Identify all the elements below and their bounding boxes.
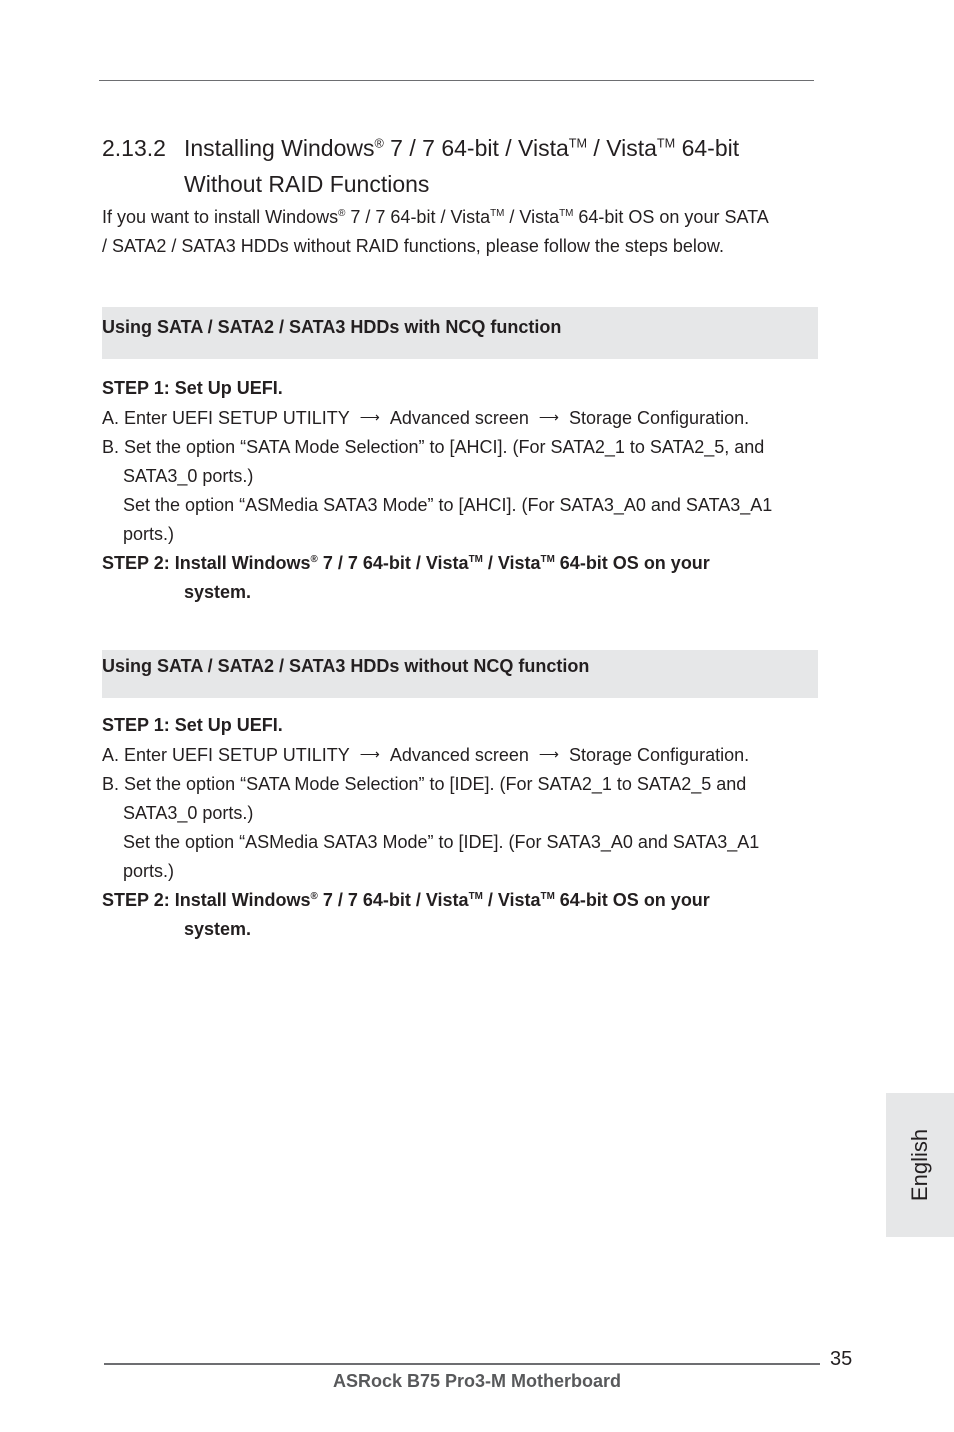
bottom-rule xyxy=(104,1363,820,1365)
heading-line-2: Without RAID Functions xyxy=(184,171,430,197)
footer-title: ASRock B75 Pro3-M Motherboard xyxy=(332,1371,622,1391)
step-a: A. Enter UEFI SETUP UTILITY ⟶ Advanced screen ⟶ Storage Configuration. xyxy=(102,740,759,770)
section-number: 2.13.2 xyxy=(102,135,166,161)
arrow-right-icon: ⟶ xyxy=(538,409,559,425)
language-label: English xyxy=(907,1128,932,1202)
ncq-steps: STEP 1: Set Up UEFI. A. Enter UEFI SETUP UTILITY ⟶ Advanced screen ⟶ Storage Configuration. B. Set the option “SATA Mode Selection” to [AHCI]. (For SATA2_1 to SATA2_5, and SATA3_0 ports.) Set the option “ASMedia SATA3 Mode” to [AHCI]. (For SATA3_A0 and SATA3_A1 ports.) STEP 2: Install Windows® 7 / 7 64-bit / Vista™ / Vista™ 64-bit OS on your system. xyxy=(102,374,772,607)
ncq-section-bar xyxy=(102,307,818,359)
step-b: B. Set the option “SATA Mode Selection” to [AHCI]. (For SATA2_1 to SATA2_5, and xyxy=(102,437,765,457)
step2-title: STEP 2: Install Windows® 7 / 7 64-bit / Vista™ / Vista™ 64-bit OS on your xyxy=(102,553,710,573)
step2-title: STEP 2: Install Windows® 7 / 7 64-bit / Vista™ / Vista™ 64-bit OS on your xyxy=(102,890,710,910)
step-b: B. Set the option “SATA Mode Selection” to [IDE]. (For SATA2_1 to SATA2_5 and xyxy=(102,774,747,794)
language-side-tab xyxy=(886,1093,954,1237)
no-ncq-section-bar xyxy=(102,650,818,698)
no-ncq-section-title: Using SATA / SATA2 / SATA3 HDDs without NCQ function xyxy=(102,656,590,676)
step1-title: STEP 1: Set Up UEFI. xyxy=(102,715,283,735)
step-a: A. Enter UEFI SETUP UTILITY ⟶ Advanced screen ⟶ Storage Configuration. xyxy=(102,403,772,433)
intro-paragraph: If you want to install Windows® 7 / 7 64-bit / Vista™ / Vista™ 64-bit OS on your SATA / SATA2 / SATA3 HDDs without RAID functions, please follow the steps below. xyxy=(102,207,769,256)
ncq-section-title: Using SATA / SATA2 / SATA3 HDDs with NCQ function xyxy=(102,317,562,337)
arrow-right-icon: ⟶ xyxy=(359,746,380,762)
arrow-right-icon: ⟶ xyxy=(359,409,380,425)
no-ncq-steps: STEP 1: Set Up UEFI. A. Enter UEFI SETUP UTILITY ⟶ Advanced screen ⟶ Storage Configuration. B. Set the option “SATA Mode Selection” to [IDE]. (For SATA2_1 to SATA2_5 and SATA3_0 ports.) Set the option “ASMedia SATA3 Mode” to [IDE]. (For SATA3_A0 and SATA3_A1 ports.) STEP 2: Install Windows® 7 / 7 64-bit / Vista™ / Vista™ 64-bit OS on your system. xyxy=(102,711,759,944)
step1-title: STEP 1: Set Up UEFI. xyxy=(102,378,283,398)
arrow-right-icon: ⟶ xyxy=(538,746,559,762)
section-heading: 2.13.2 Installing Windows® 7 / 7 64-bit / Vista™ / Vista™ 64-bit Without RAID Functions xyxy=(102,130,739,202)
page-number: 35 xyxy=(830,1348,853,1370)
top-rule xyxy=(99,80,814,81)
